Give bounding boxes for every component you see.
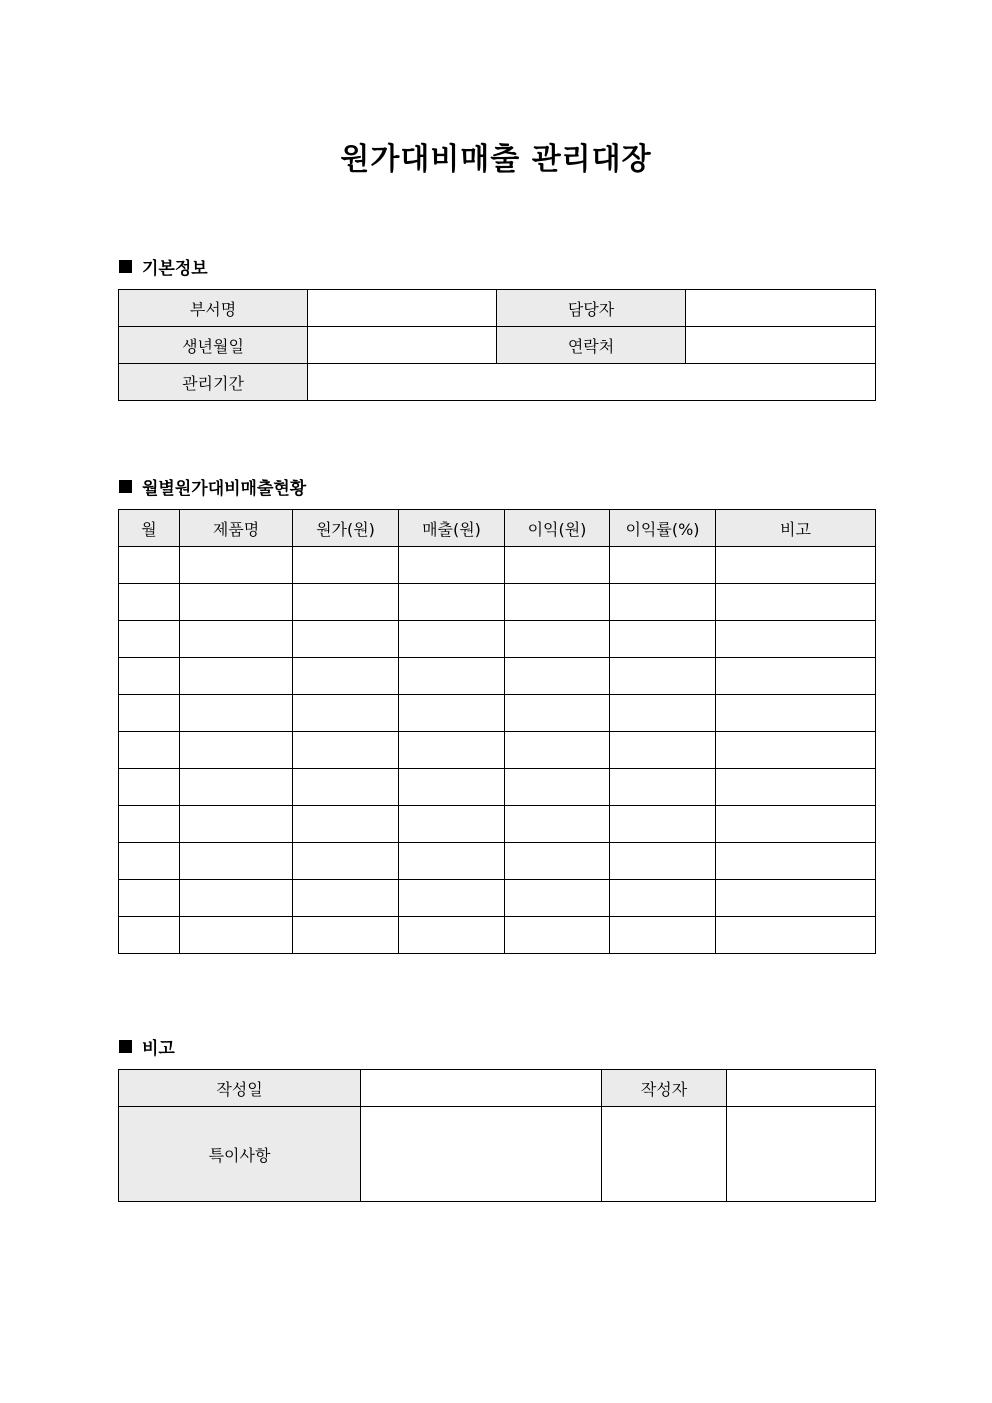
profit-rate-cell[interactable] <box>610 695 716 732</box>
column-header-product: 제품명 <box>180 510 293 547</box>
profit-rate-cell[interactable] <box>610 658 716 695</box>
remarks-cell[interactable] <box>716 806 876 843</box>
remarks-cell[interactable] <box>716 621 876 658</box>
profit-rate-cell[interactable] <box>610 769 716 806</box>
month-cell[interactable] <box>119 732 180 769</box>
column-header-cost: 원가(원) <box>293 510 399 547</box>
table-row <box>119 732 876 769</box>
basic-info-table <box>118 289 876 401</box>
profit-rate-cell[interactable] <box>610 584 716 621</box>
month-cell[interactable] <box>119 917 180 954</box>
profit-rate-cell[interactable] <box>610 917 716 954</box>
period-label: 관리기간 <box>119 364 308 401</box>
product-cell[interactable] <box>180 658 293 695</box>
written-date-label: 작성일 <box>119 1070 361 1107</box>
period-field[interactable] <box>308 364 876 401</box>
table-row <box>119 917 876 954</box>
cost-cell[interactable] <box>293 584 399 621</box>
profit-cell[interactable] <box>505 806 610 843</box>
sales-cell[interactable] <box>399 880 505 917</box>
profit-cell[interactable] <box>505 917 610 954</box>
table-row <box>119 658 876 695</box>
month-cell[interactable] <box>119 880 180 917</box>
profit-cell[interactable] <box>505 658 610 695</box>
month-cell[interactable] <box>119 547 180 584</box>
table-row <box>119 1070 876 1107</box>
author-field[interactable] <box>727 1070 876 1107</box>
remarks-field-extra[interactable] <box>602 1107 727 1202</box>
remarks-label: 특이사항 <box>119 1107 361 1202</box>
month-cell[interactable] <box>119 658 180 695</box>
sales-cell[interactable] <box>399 843 505 880</box>
month-cell[interactable] <box>119 621 180 658</box>
product-cell[interactable] <box>180 843 293 880</box>
profit-rate-cell[interactable] <box>610 806 716 843</box>
cost-cell[interactable] <box>293 658 399 695</box>
department-field[interactable] <box>308 290 497 327</box>
profit-cell[interactable] <box>505 769 610 806</box>
profit-cell[interactable] <box>505 695 610 732</box>
profit-cell[interactable] <box>505 621 610 658</box>
author-label: 작성자 <box>602 1070 727 1107</box>
product-cell[interactable] <box>180 621 293 658</box>
birthdate-label: 생년월일 <box>119 327 308 364</box>
table-row <box>119 695 876 732</box>
cost-cell[interactable] <box>293 732 399 769</box>
month-cell[interactable] <box>119 769 180 806</box>
product-cell[interactable] <box>180 769 293 806</box>
manager-field[interactable] <box>686 290 876 327</box>
remarks-cell[interactable] <box>716 732 876 769</box>
profit-rate-cell[interactable] <box>610 732 716 769</box>
profit-cell[interactable] <box>505 843 610 880</box>
column-header-profit-rate: 이익률(%) <box>610 510 716 547</box>
square-bullet-icon <box>119 480 132 493</box>
square-bullet-icon <box>119 260 132 273</box>
cost-cell[interactable] <box>293 806 399 843</box>
product-cell[interactable] <box>180 732 293 769</box>
remarks-cell[interactable] <box>716 695 876 732</box>
notes-heading <box>119 1034 175 1059</box>
sales-cell[interactable] <box>399 917 505 954</box>
birthdate-field[interactable] <box>308 327 497 364</box>
remarks-cell[interactable] <box>716 547 876 584</box>
product-cell[interactable] <box>180 806 293 843</box>
column-header-remarks: 비고 <box>716 510 876 547</box>
sales-cell[interactable] <box>399 621 505 658</box>
month-cell[interactable] <box>119 584 180 621</box>
sales-cell[interactable] <box>399 806 505 843</box>
monthly-status-heading <box>119 474 306 499</box>
product-cell[interactable] <box>180 547 293 584</box>
table-row <box>119 806 876 843</box>
manager-label: 담당자 <box>497 290 686 327</box>
sales-cell[interactable] <box>399 584 505 621</box>
written-date-field[interactable] <box>361 1070 602 1107</box>
column-header-sales: 매출(원) <box>399 510 505 547</box>
contact-field[interactable] <box>686 327 876 364</box>
product-cell[interactable] <box>180 917 293 954</box>
monthly-status-heading-text: 월별원가대비매출현황 <box>142 479 307 499</box>
remarks-cell[interactable] <box>716 880 876 917</box>
square-bullet-icon <box>119 1040 132 1053</box>
sales-cell[interactable] <box>399 658 505 695</box>
remarks-cell[interactable] <box>716 584 876 621</box>
remarks-field[interactable] <box>361 1107 602 1202</box>
sales-cell[interactable] <box>399 732 505 769</box>
notes-table <box>118 1069 876 1202</box>
table-row <box>119 621 876 658</box>
cost-cell[interactable] <box>293 695 399 732</box>
remarks-cell[interactable] <box>716 917 876 954</box>
month-cell[interactable] <box>119 695 180 732</box>
basic-info-heading-text: 기본정보 <box>142 259 208 279</box>
table-row <box>119 547 876 584</box>
table-row <box>119 1107 876 1202</box>
notes-heading-text: 비고 <box>142 1039 175 1059</box>
profit-rate-cell[interactable] <box>610 547 716 584</box>
table-row <box>119 843 876 880</box>
sales-cell[interactable] <box>399 769 505 806</box>
remarks-field-extra-2[interactable] <box>727 1107 876 1202</box>
table-row <box>119 290 876 327</box>
profit-rate-cell[interactable] <box>610 880 716 917</box>
remarks-cell[interactable] <box>716 658 876 695</box>
table-row <box>119 769 876 806</box>
department-label: 부서명 <box>119 290 308 327</box>
cost-cell[interactable] <box>293 621 399 658</box>
monthly-table-body <box>119 547 876 954</box>
profit-cell[interactable] <box>505 732 610 769</box>
cost-cell[interactable] <box>293 917 399 954</box>
table-row <box>119 327 876 364</box>
contact-label: 연락처 <box>497 327 686 364</box>
monthly-status-table <box>118 509 876 954</box>
cost-cell[interactable] <box>293 843 399 880</box>
sales-cell[interactable] <box>399 695 505 732</box>
remarks-cell[interactable] <box>716 769 876 806</box>
month-cell[interactable] <box>119 806 180 843</box>
table-row <box>119 584 876 621</box>
table-row <box>119 364 876 401</box>
profit-rate-cell[interactable] <box>610 843 716 880</box>
month-cell[interactable] <box>119 843 180 880</box>
profit-cell[interactable] <box>505 547 610 584</box>
product-cell[interactable] <box>180 584 293 621</box>
profit-cell[interactable] <box>505 584 610 621</box>
column-header-month: 월 <box>119 510 180 547</box>
table-row <box>119 880 876 917</box>
profit-rate-cell[interactable] <box>610 621 716 658</box>
remarks-cell[interactable] <box>716 843 876 880</box>
cost-cell[interactable] <box>293 880 399 917</box>
basic-info-heading <box>119 254 208 279</box>
page-title: 원가대비매출 관리대장 <box>340 142 652 177</box>
cost-cell[interactable] <box>293 769 399 806</box>
column-header-profit: 이익(원) <box>505 510 610 547</box>
table-header-row <box>119 510 876 547</box>
profit-cell[interactable] <box>505 880 610 917</box>
product-cell[interactable] <box>180 880 293 917</box>
sales-cell[interactable] <box>399 547 505 584</box>
product-cell[interactable] <box>180 695 293 732</box>
cost-cell[interactable] <box>293 547 399 584</box>
